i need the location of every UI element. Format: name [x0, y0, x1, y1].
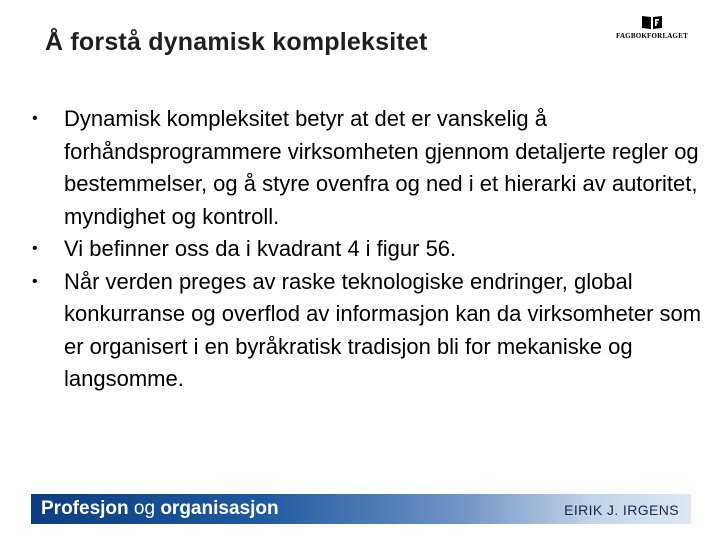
publisher-logo — [616, 14, 688, 48]
bullet-text: Vi befinner oss da i kvadrant 4 i figur 56. — [64, 236, 457, 261]
bullet-marker: • — [32, 272, 38, 290]
book-title — [41, 498, 279, 520]
book-title-part: organisasjon — [160, 498, 279, 519]
bullet-text: Dynamisk kompleksitet betyr at det er vanskelig å forhåndsprogrammere virksomheten gjennom detaljerte regler og bestemmelser, og å styre ovenfra og ned i et hierarki av autoritet, myndighet og kontroll. — [64, 106, 699, 229]
author-name: EIRIK J. IRGENS — [564, 502, 679, 518]
bullet-item — [24, 266, 704, 396]
bullet-item — [24, 103, 704, 233]
book-title-part: Profesjon — [41, 498, 129, 519]
bullet-list — [24, 103, 704, 396]
logo-text: FAGBOKFORLAGET — [616, 32, 688, 40]
footer-banner — [31, 494, 691, 524]
book-logo-icon — [641, 14, 663, 30]
bullet-item — [24, 233, 704, 266]
bullet-marker: • — [32, 240, 38, 257]
bullet-text: Når verden preges av raske teknologiske endringer, global konkurranse og overflod av informasjon kan da virksomheter som er organisert i en byråkratisk tradisjon bli for mekaniske og langsomme. — [64, 268, 702, 391]
slide-title: Å forstå dynamisk kompleksitet — [45, 28, 428, 56]
book-title-part: og — [133, 498, 156, 519]
bullet-marker: • — [32, 110, 38, 127]
